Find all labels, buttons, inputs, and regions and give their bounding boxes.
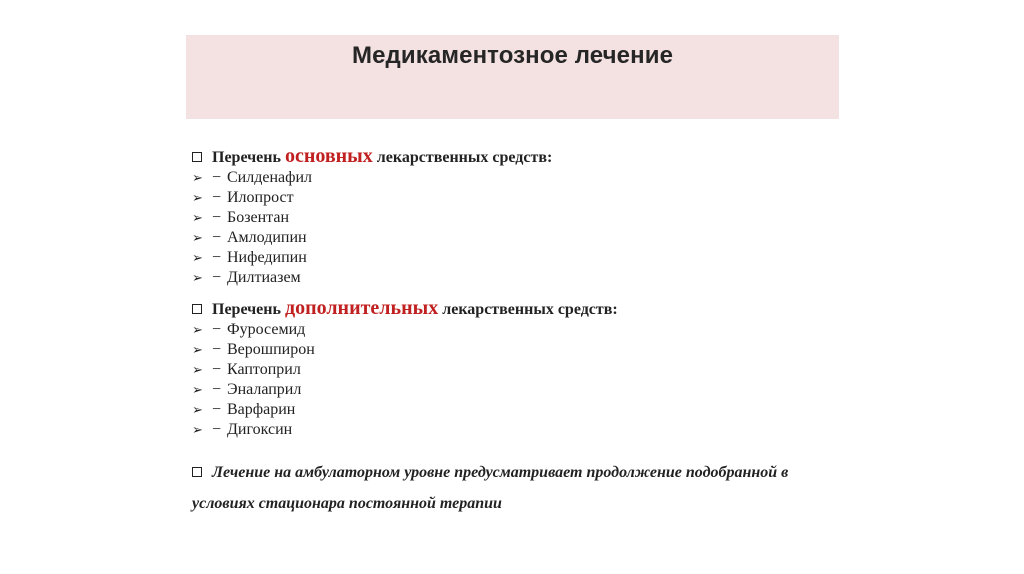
list-item: ➢ − Дилтиазем — [192, 269, 301, 286]
page-title: Медикаментозное лечение — [351, 42, 674, 69]
additional-heading-suffix: лекарственных средств: — [442, 301, 618, 318]
list-item: ➢ − Илопрост — [192, 189, 294, 206]
list-item: ➢ − Нифедипин — [192, 249, 307, 266]
checkbox-square-icon — [192, 152, 202, 162]
arrowhead-bullet-icon: ➢ — [192, 191, 203, 206]
additional-heading-accent: дополнительных — [284, 297, 439, 319]
additional-drugs-heading — [192, 298, 618, 320]
additional-heading-prefix: Перечень — [212, 301, 281, 318]
outpatient-note-text: Лечение на амбулаторном уровне предусматривает продолжение подобранной в условиях стационара постоянной терапии — [192, 464, 789, 512]
outpatient-note — [192, 457, 852, 519]
arrowhead-bullet-icon: ➢ — [192, 363, 203, 378]
arrowhead-bullet-icon: ➢ — [192, 171, 203, 186]
list-item: ➢ − Силденафил — [192, 169, 313, 186]
checkbox-square-icon — [192, 467, 202, 477]
main-drugs-section — [192, 146, 552, 288]
additional-drugs-list — [192, 320, 618, 440]
main-drugs-heading — [192, 146, 552, 168]
additional-drugs-section — [192, 298, 618, 440]
main-heading-accent: основных — [284, 145, 373, 167]
list-item: ➢ − Амлодипин — [192, 229, 307, 246]
arrowhead-bullet-icon: ➢ — [192, 423, 203, 438]
list-item: ➢ − Фуросемид — [192, 321, 306, 338]
arrowhead-bullet-icon: ➢ — [192, 343, 203, 358]
arrowhead-bullet-icon: ➢ — [192, 251, 203, 266]
arrowhead-bullet-icon: ➢ — [192, 403, 203, 418]
list-item: ➢ − Эналаприл — [192, 381, 302, 398]
checkbox-square-icon — [192, 304, 202, 314]
arrowhead-bullet-icon: ➢ — [192, 231, 203, 246]
list-item: ➢ − Дигоксин — [192, 421, 293, 438]
arrowhead-bullet-icon: ➢ — [192, 271, 203, 286]
title-band — [186, 35, 839, 119]
list-item: ➢ − Варфарин — [192, 401, 296, 418]
main-heading-suffix: лекарственных средств: — [376, 149, 553, 166]
list-item: ➢ − Каптоприл — [192, 361, 301, 378]
main-heading-prefix: Перечень — [212, 149, 281, 166]
main-drugs-list — [192, 168, 552, 288]
list-item: ➢ − Бозентан — [192, 209, 290, 226]
arrowhead-bullet-icon: ➢ — [192, 323, 203, 338]
arrowhead-bullet-icon: ➢ — [192, 211, 203, 226]
arrowhead-bullet-icon: ➢ — [192, 383, 203, 398]
list-item: ➢ − Верошпирон — [192, 341, 315, 358]
